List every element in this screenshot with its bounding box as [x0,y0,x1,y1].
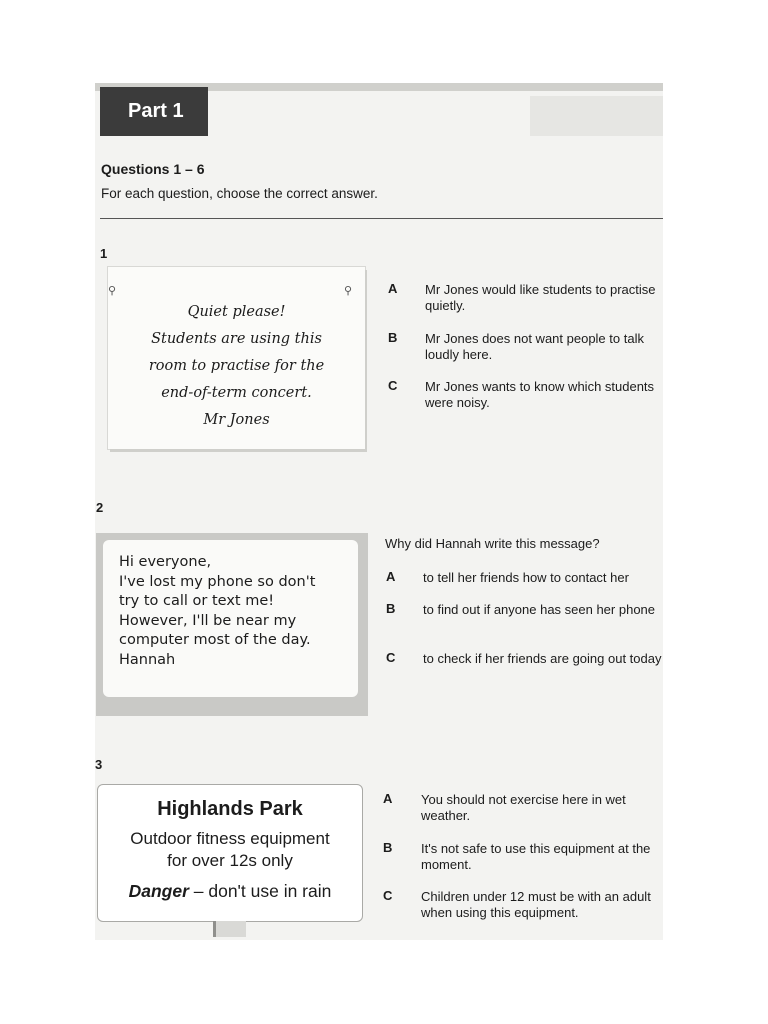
sign-line: for over 12s only [167,851,293,870]
question-number: 1 [100,246,108,261]
instruction-text: For each question, choose the correct answer. [101,186,378,201]
notice-line: end-of-term concert. [161,385,312,401]
option-text: to check if her friends are going out today [423,651,662,666]
question-number: 2 [96,500,104,515]
message-text [119,553,315,670]
part-label: Part 1 [100,87,208,136]
question-number: 3 [95,757,103,772]
notice-line: room to practise for the [148,358,325,374]
pin-icon: ⚲ [344,285,353,297]
option-text: Mr Jones would like students to practise quietly. [425,282,656,313]
notice-line: Students are using this [151,331,322,347]
danger-word: Danger [128,881,189,901]
message-line: I've lost my phone so don't [119,573,316,590]
questions-range: Questions 1 – 6 [101,161,205,177]
option-text: Mr Jones wants to know which students were noisy. [425,379,655,410]
option-letter: A [388,281,398,296]
option-text: to find out if anyone has seen her phone [423,602,656,617]
sign-post [213,921,246,937]
question-prompt: Why did Hannah write this message? [385,536,600,551]
option-text: to tell her friends how to contact her [423,570,629,585]
option-letter: B [383,840,393,855]
pin-icon: ⚲ [108,285,117,297]
sign-title: Highlands Park [157,798,303,820]
notice-line: Mr Jones [203,412,270,428]
message-card [103,540,358,697]
sign-subtitle [98,828,362,872]
notice-card [108,267,365,449]
option-text: Mr Jones does not want people to talk loudly here. [425,331,644,362]
option-letter: C [383,888,393,903]
sign-warning [98,881,362,902]
sign-line: Outdoor fitness equipment [130,829,330,848]
option-text: It's not safe to use this equipment at the moment. [421,841,651,872]
option-letter: B [386,601,396,616]
option-letter: A [386,569,396,584]
message-line: try to call or text me! [119,593,275,609]
bleed-through-tab [530,96,663,136]
park-sign [97,784,363,922]
message-line: computer most of the day. [119,632,311,648]
divider [100,218,663,219]
option-letter: B [388,330,398,345]
option-text: You should not exercise here in wet weather. [421,792,626,823]
option-text: Children under 12 must be with an adult when using this equipment. [421,889,651,920]
option-letter: A [383,791,393,806]
message-line: However, I'll be near my [119,612,297,629]
notice-line: Quiet please! [187,304,286,320]
notice-text [108,299,365,434]
option-letter: C [386,650,396,665]
message-line: Hi everyone, [119,554,212,570]
danger-text: – don't use in rain [188,881,332,901]
option-letter: C [388,378,398,393]
message-line: Hannah [119,651,176,668]
